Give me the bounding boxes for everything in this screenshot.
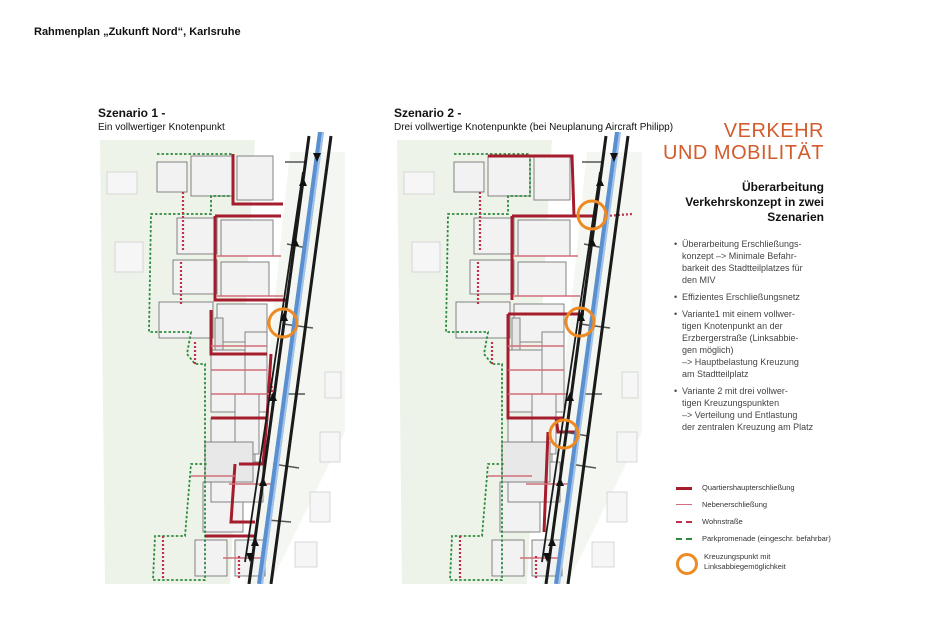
bullet-item: • Überarbeitung Erschließungs- konzept –> Minimale Befahr- barkeit des Stadtteilplatzes für den MIV — [674, 238, 834, 286]
intersection-node-ring-icon — [676, 553, 698, 575]
legend-item-main-road — [676, 482, 876, 499]
bullet-item: • Variante1 mit einem vollwer- tigen Knotenpunkt an der Erzbergerstraße (Linksabbie- gen möglich) –> Hauptbelastung Kreuzung am Stadtteilplatz — [674, 308, 834, 380]
document-title: Rahmenplan „Zukunft Nord“, Karlsruhe — [34, 26, 241, 38]
main-road-swatch — [676, 487, 692, 490]
panel-heading — [660, 120, 824, 164]
legend-label: Parkpromenade (eingeschr. befahrbar) — [702, 534, 831, 543]
legend-label: Wohnstraße — [702, 517, 743, 526]
legend-item-residential-street — [676, 516, 876, 533]
scenario-1-subtitle: Ein vollwertiger Knotenpunkt — [98, 122, 225, 133]
scenario-2-map — [392, 132, 642, 584]
park-promenade-swatch — [676, 538, 692, 540]
scenario-2-title: Szenario 2 - — [394, 106, 462, 120]
bullet-item: • Effizientes Erschließungsnetz — [674, 291, 834, 303]
panel-heading-line-2: UND MOBILITÄT — [663, 142, 824, 164]
secondary-road-swatch — [676, 504, 692, 505]
legend-item-secondary-road — [676, 499, 876, 516]
bullet-item: • Variante 2 mit drei vollwer- tigen Kreuzungspunkten –> Verteilung und Entlastung der zentralen Kreuzung am Platz — [674, 385, 834, 433]
legend — [676, 482, 876, 580]
legend-item-park-promenade — [676, 533, 876, 550]
scenario-1-title: Szenario 1 - — [98, 106, 166, 120]
legend-label: Nebenerschließung — [702, 500, 768, 509]
bullet-list — [674, 238, 834, 438]
legend-label: Quartiershaupterschließung — [702, 483, 795, 492]
legend-item-intersection-node — [676, 550, 876, 580]
panel-heading-line-1: VERKEHR — [723, 120, 824, 142]
scenario-2-subtitle: Drei vollwertige Knotenpunkte (bei Neuplanung Aircraft Philipp) — [394, 122, 674, 133]
panel-subheading: Überarbeitung Verkehrskonzept in zwei Szenarien — [685, 180, 824, 224]
legend-label: Kreuzungspunkt mit Linksabbiegemöglichkeit — [704, 552, 786, 571]
residential-street-swatch — [676, 521, 692, 523]
scenario-1-map — [95, 132, 345, 584]
